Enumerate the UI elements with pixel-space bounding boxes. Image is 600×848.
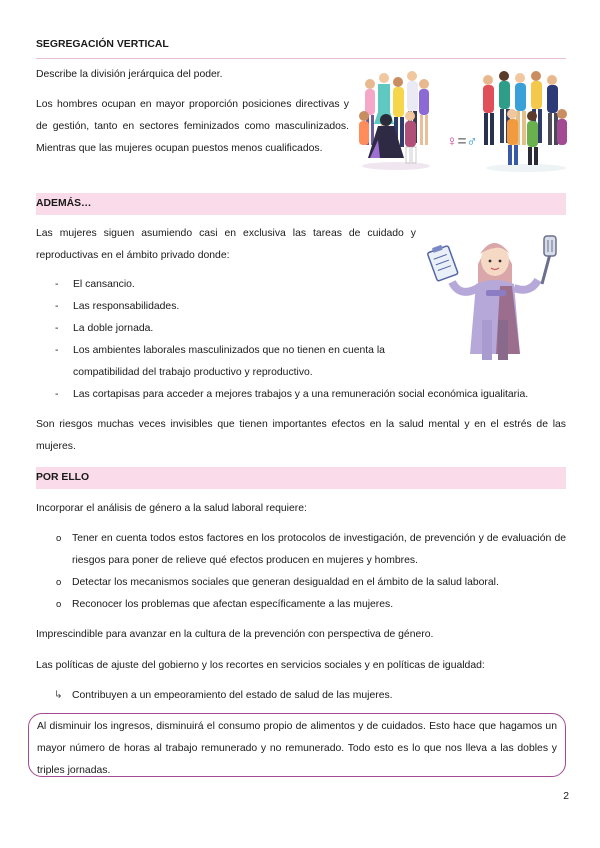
title-underline [36, 58, 566, 59]
section-title: SEGREGACIÓN VERTICAL [36, 39, 169, 50]
arrow-list-item: Contribuyen a un empeoramiento del estado de salud de las mujeres. [72, 690, 393, 701]
list-item: - Los ambientes laborales masculinizados que no tienen en cuenta la compatibilidad del trabajo productivo y reproductivo. [36, 340, 416, 384]
section-band-por-ello: POR ELLO [36, 467, 566, 489]
requirements-list [36, 528, 566, 616]
arrow-icon: ↳ [54, 690, 63, 701]
page-number: 2 [563, 791, 569, 802]
paragraph-gender-analysis: Incorporar el análisis de género a la salud laboral requiere: [36, 503, 307, 514]
list-item: - La doble jornada. [36, 318, 566, 340]
paragraph-hierarchy: Los hombres ocupan en mayor proporción posiciones directivas y de gestión, tanto en sectores feminizados como masculinizados. Mientras que las mujeres ocupan puestos menos cualificados. [36, 99, 349, 154]
list-item: - El cansancio. [36, 274, 566, 296]
list-item: - Las responsabilidades. [36, 296, 566, 318]
list-item: - Las cortapisas para acceder a mejores trabajos y a una remuneración social económica igualitaria. [36, 384, 566, 406]
gender-equality-symbols: ♀=♂ [446, 133, 478, 150]
callout-box: Al disminuir los ingresos, disminuirá el consumo propio de alimentos y de cuidados. Esto hace que hagamos un mayor número de horas al trabajo remunerado y no remunerado. Todo esto es lo que nos lleva a las dobles y triples jornadas. [28, 713, 566, 777]
paragraph-care-tasks: Las mujeres siguen asumiendo casi en exclusiva las tareas de cuidado y reproductivas en el ámbito privado donde: [36, 228, 416, 261]
list-item: o Detectar los mecanismos sociales que generan desigualdad en el ámbito de la salud laboral. [36, 572, 566, 594]
paragraph-policy-cuts: Las políticas de ajuste del gobierno y los recortes en servicios sociales y en políticas de igualdad: [36, 660, 485, 671]
paragraph-prevention-culture: Imprescindible para avanzar en la cultura de la prevención con perspectiva de género. [36, 629, 434, 640]
section-band-ademas: ADEMÁS… [36, 193, 566, 215]
woman-with-tools-illustration [424, 224, 564, 364]
intro-text: Describe la división jerárquica del poder. [36, 69, 223, 80]
list-item: o Tener en cuenta todos estos factores en los protocolos de investigación, de prevención y de evaluación de riesgos para poner de relieve qué efectos producen en mujeres y hombres. [36, 528, 566, 572]
list-item: o Reconocer los problemas que afectan específicamente a las mujeres. [36, 594, 566, 616]
crowd-illustration [356, 70, 570, 174]
paragraph-invisible-risks: Son riesgos muchas veces invisibles que tienen importantes efectos en la salud mental y en el estrés de las mujeres. [36, 419, 566, 452]
